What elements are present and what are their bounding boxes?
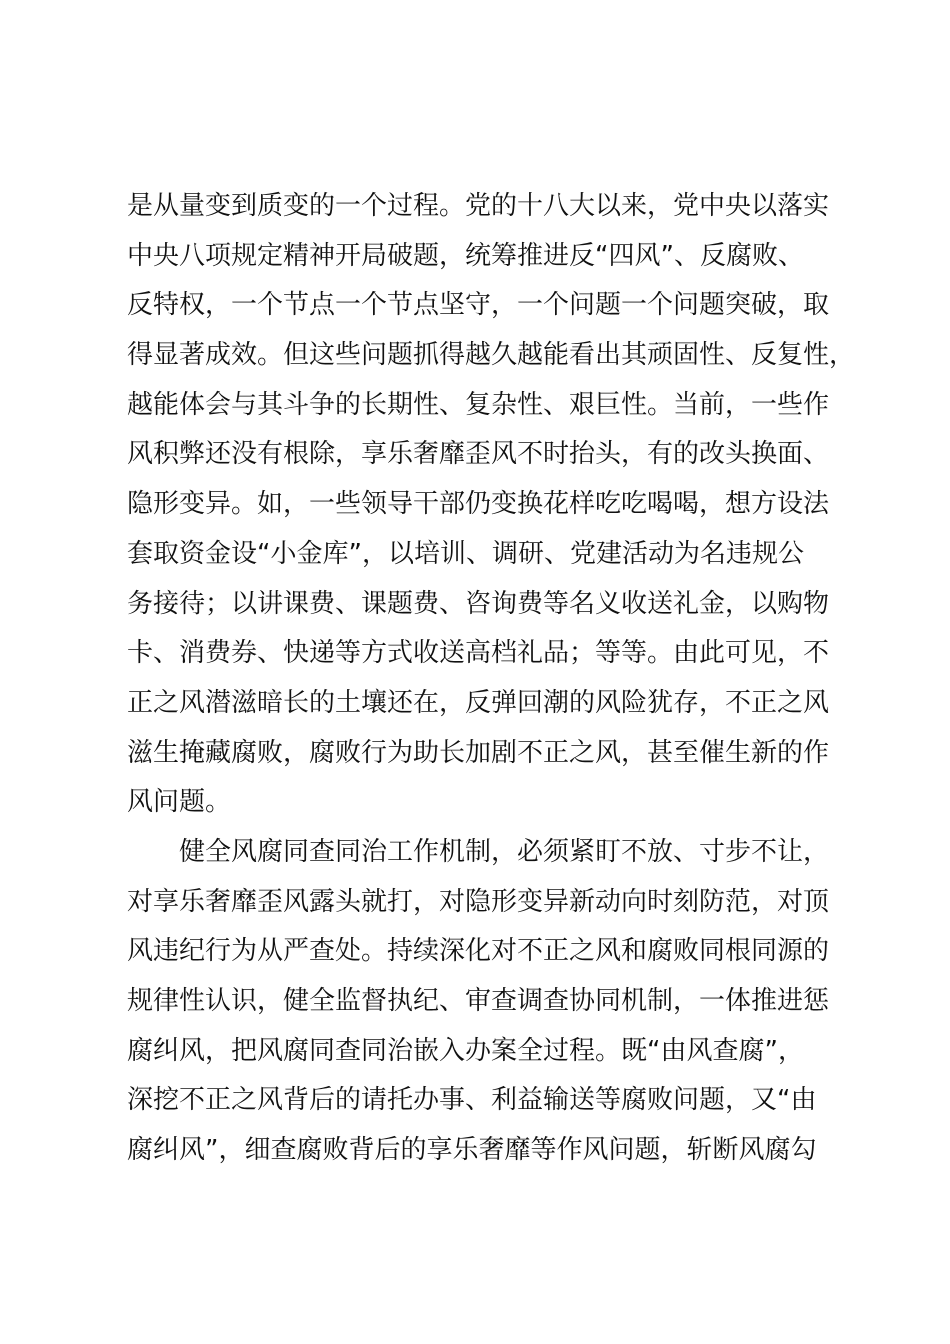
text-line: 正之风潜滋暗长的土壤还在，反弹回潮的风险犹存，不正之风 [127, 687, 830, 718]
text-line: 对享乐奢靡歪风露头就打，对隐形变异新动向时刻防范，对顶 [127, 886, 830, 917]
paragraph-1 [127, 182, 867, 828]
document-body [127, 182, 867, 1176]
text-line: 深挖不正之风背后的请托办事、利益输送等腐败问题，又“由 [127, 1085, 817, 1116]
text-line: 套取资金设“小金库”，以培训、调研、党建活动为名违规公 [127, 538, 804, 569]
text-line: 滋生掩藏腐败，腐败行为助长加剧不正之风，甚至催生新的作 [127, 737, 830, 768]
text-line: 隐形变异。如，一些领导干部仍变换花样吃吃喝喝，想方设法 [127, 489, 830, 520]
text-line: 健全风腐同查同治工作机制，必须紧盯不放、寸步不让， [179, 836, 830, 867]
text-line: 越能体会与其斗争的长期性、复杂性、艰巨性。当前，一些作 [127, 389, 830, 420]
text-line: 规律性认识，健全监督执纪、审查调查协同机制，一体推进惩 [127, 986, 830, 1016]
text-line: 中央八项规定精神开局破题，统筹推进反“四风”、反腐败、 [127, 240, 804, 271]
text-line: 腐纠风”，细查腐败背后的享乐奢靡等作风问题，斩断风腐勾 [127, 1135, 817, 1166]
text-line: 务接待；以讲课费、课题费、咨询费等名义收送礼金，以购物 [127, 588, 830, 619]
text-line: 风违纪行为从严查处。持续深化对不正之风和腐败同根同源的 [127, 936, 830, 967]
text-line: 风问题。 [127, 787, 232, 818]
paragraph-2 [127, 828, 867, 1176]
text-line: 反特权，一个节点一个节点坚守，一个问题一个问题突破，取 [127, 290, 830, 321]
text-line: 卡、消费券、快递等方式收送高档礼品；等等。由此可见，不 [127, 638, 830, 669]
text-line: 是从量变到质变的一个过程。党的十八大以来，党中央以落实 [127, 191, 830, 221]
text-line: 腐纠风，把风腐同查同治嵌入办案全过程。既“由风查腐”， [127, 1035, 804, 1066]
text-line: 得显著成效。但这些问题抓得越久越能看出其顽固性、反复性， [127, 340, 856, 371]
text-line: 风积弊还没有根除，享乐奢靡歪风不时抬头，有的改头换面、 [127, 439, 830, 470]
